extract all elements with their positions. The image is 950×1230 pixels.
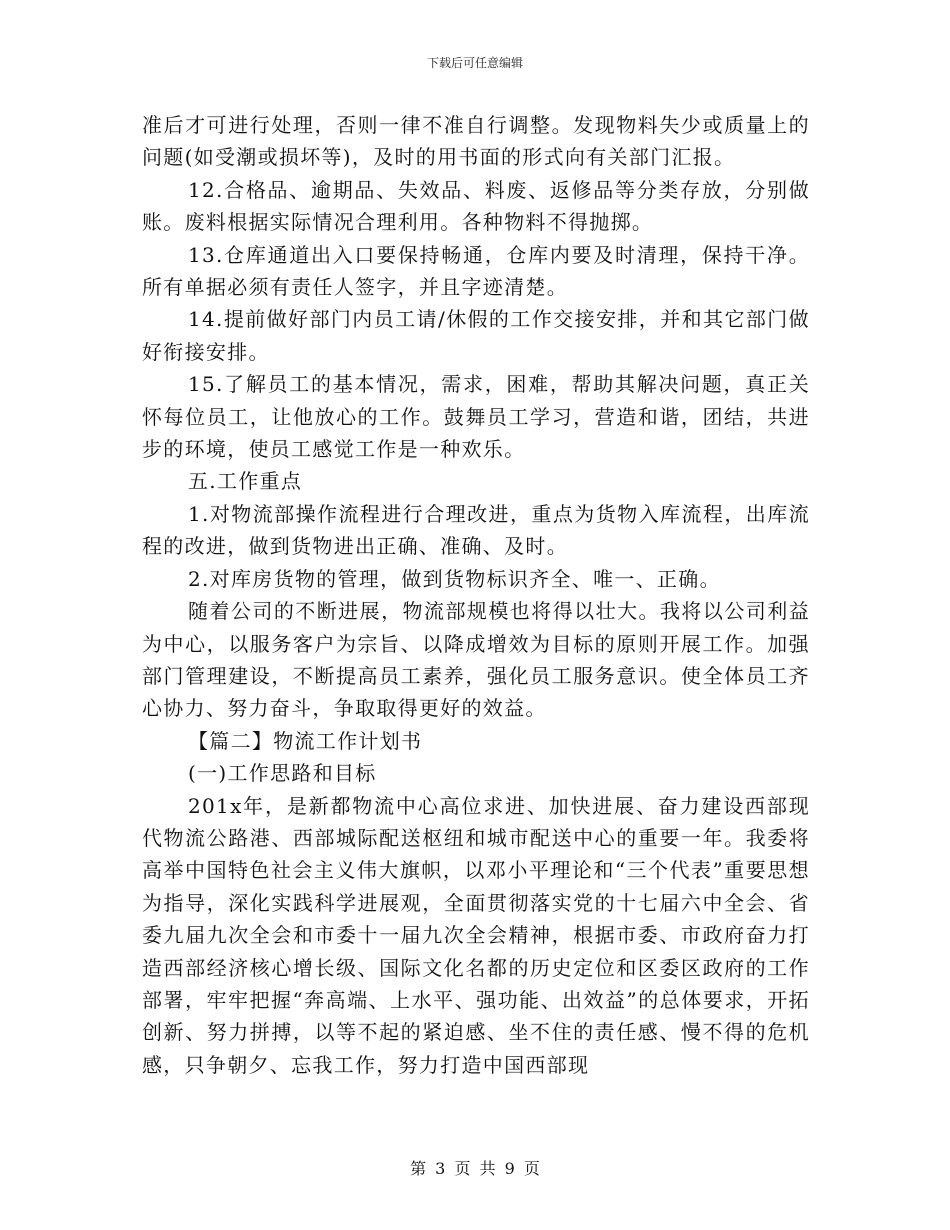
paragraph: 15.了解员工的基本情况，需求，困难，帮助其解决问题，真正关怀每位员工，让他放心的工作。鼓舞员工学习，营造和谐，团结，共进步的环境，使员工感觉工作是一种欢乐。 [142, 372, 810, 462]
paragraph: 2.对库房货物的管理，做到货物标识齐全、唯一、正确。 [188, 566, 721, 591]
paragraph: 13.仓库通道出入口要保持畅通，仓库内要及时清理，保持干净。所有单据必须有责任人签字，并且字迹清楚。 [142, 242, 810, 300]
chapter-heading: 【篇二】物流工作计划书 [188, 728, 423, 753]
subsection-heading: (一)工作思路和目标 [188, 761, 377, 786]
section-heading: 五.工作重点 [188, 469, 303, 494]
page-footer: 第 3 页 共 9 页 [410, 1159, 540, 1178]
paragraph: 14.提前做好部门内员工请/休假的工作交接安排，并和其它部门做好衔接安排。 [142, 307, 810, 364]
paragraph: 201x年，是新都物流中心高位求进、加快进展、奋力建设西部现代物流公路港、西部城际配送枢纽和城市配送中心的重要一年。我委将高举中国特色社会主义伟大旗帜，以邓小平理论和“三个代表”重要思想为指导，深化实践科学进展观，全面贯彻落实党的十七届六中全会、省委九届九次全会和市委十一届九次全会精神，根据市委、市政府奋力打造西部经济核心增长级、国际文化名都的历史定位和区委区政府的工作部署，牢牢把握“奔高端、上水平、强功能、出效益”的总体要求，开拓创新、努力拼搏，以等不起的紧迫感、坐不住的责任感、慢不得的危机感，只争朝夕、忘我工作，努力打造中国西部现 [142, 793, 810, 1077]
paragraph: 随着公司的不断进展，物流部规模也将得以壮大。我将以公司利益为中心，以服务客户为宗旨、以降成增效为目标的原则开展工作。加强部门管理建设，不断提高员工素养，强化员工服务意识。使全体员工齐心协力、努力奋斗，争取取得更好的效益。 [142, 599, 810, 721]
paragraph: 12.合格品、逾期品、失效品、料废、返修品等分类存放，分别做账。废料根据实际情况合理利用。各种物料不得抛掷。 [142, 177, 810, 235]
document-body [142, 109, 810, 1081]
paragraph: 1.对物流部操作流程进行合理改进，重点为货物入库流程，出库流程的改进，做到货物进出正确、准确、及时。 [142, 501, 810, 559]
paragraph: 准后才可进行处理，否则一律不准自行调整。发现物料失少或质量上的问题(如受潮或损坏等)，及时的用书面的形式向有关部门汇报。 [142, 113, 810, 170]
page-header: 下载后可任意编辑 [426, 56, 523, 70]
